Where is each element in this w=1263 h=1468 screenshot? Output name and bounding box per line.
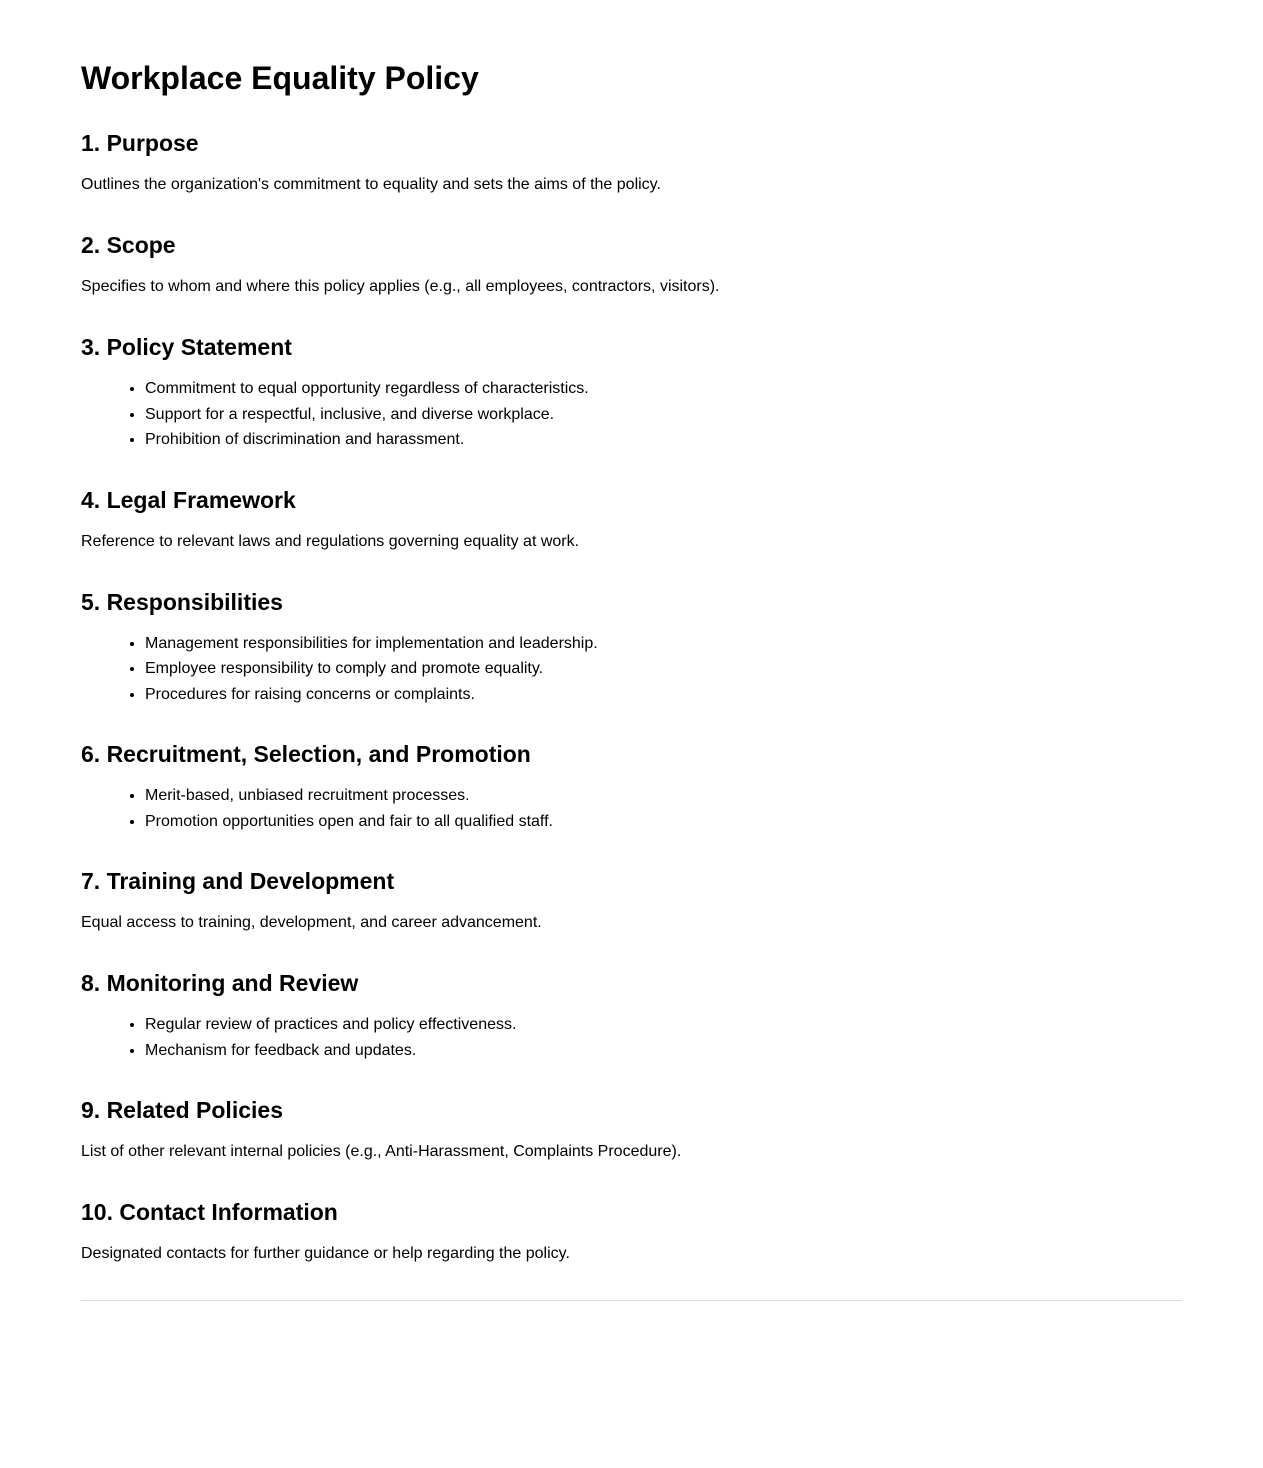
divider <box>81 1300 1182 1301</box>
section-purpose <box>81 129 1182 195</box>
section-text: Equal access to training, development, and career advancement. <box>81 914 542 931</box>
list-item: • Support for a respectful, inclusive, and diverse workplace. <box>145 402 1182 428</box>
section-text: List of other relevant internal policies (e.g., Anti-Harassment, Complaints Procedure). <box>81 1143 682 1160</box>
section-training <box>81 867 1182 933</box>
list-item: • Promotion opportunities open and fair to all qualified staff. <box>145 809 1182 835</box>
page-title: Workplace Equality Policy <box>81 60 479 96</box>
section-heading: 9. Related Policies <box>81 1097 283 1123</box>
list-item: • Commitment to equal opportunity regardless of characteristics. <box>145 376 1182 402</box>
bullet-list <box>81 631 1182 708</box>
section-heading: 4. Legal Framework <box>81 486 296 513</box>
list-item: • Employee responsibility to comply and promote equality. <box>145 656 1182 682</box>
section-heading: 3. Policy Statement <box>81 334 292 360</box>
section-heading: 6. Recruitment, Selection, and Promotion <box>81 741 531 767</box>
bullet-list <box>81 376 1182 453</box>
section-text: Designated contacts for further guidance or help regarding the policy. <box>81 1245 570 1262</box>
section-heading: 1. Purpose <box>81 130 199 156</box>
section-heading: 5. Responsibilities <box>81 588 283 615</box>
list-item: • Management responsibilities for implementation and leadership. <box>145 631 1182 657</box>
section-heading: 2. Scope <box>81 232 176 258</box>
section-heading: 7. Training and Development <box>81 868 395 894</box>
section-heading: 8. Monitoring and Review <box>81 970 359 996</box>
section-recruitment <box>81 740 1182 834</box>
section-scope <box>81 231 1182 297</box>
policy-document <box>81 0 1182 1301</box>
section-legal-framework <box>81 486 1182 552</box>
section-responsibilities <box>81 588 1182 708</box>
bullet-list <box>81 783 1182 834</box>
section-contact <box>81 1198 1182 1264</box>
section-related-policies <box>81 1096 1182 1162</box>
list-item: • Procedures for raising concerns or complaints. <box>145 682 1182 708</box>
section-heading: 10. Contact Information <box>81 1199 338 1225</box>
list-item: • Mechanism for feedback and updates. <box>145 1038 1182 1064</box>
section-monitoring <box>81 969 1182 1063</box>
list-item: • Prohibition of discrimination and harassment. <box>145 427 1182 453</box>
list-item: • Regular review of practices and policy effectiveness. <box>145 1012 1182 1038</box>
bullet-list <box>81 1012 1182 1063</box>
section-text: Outlines the organization's commitment to equality and sets the aims of the policy. <box>81 176 661 193</box>
section-text: Specifies to whom and where this policy applies (e.g., all employees, contractors, visitors). <box>81 278 720 295</box>
list-item: • Merit-based, unbiased recruitment processes. <box>145 783 1182 809</box>
section-text: Reference to relevant laws and regulations governing equality at work. <box>81 532 580 550</box>
section-policy-statement <box>81 333 1182 453</box>
